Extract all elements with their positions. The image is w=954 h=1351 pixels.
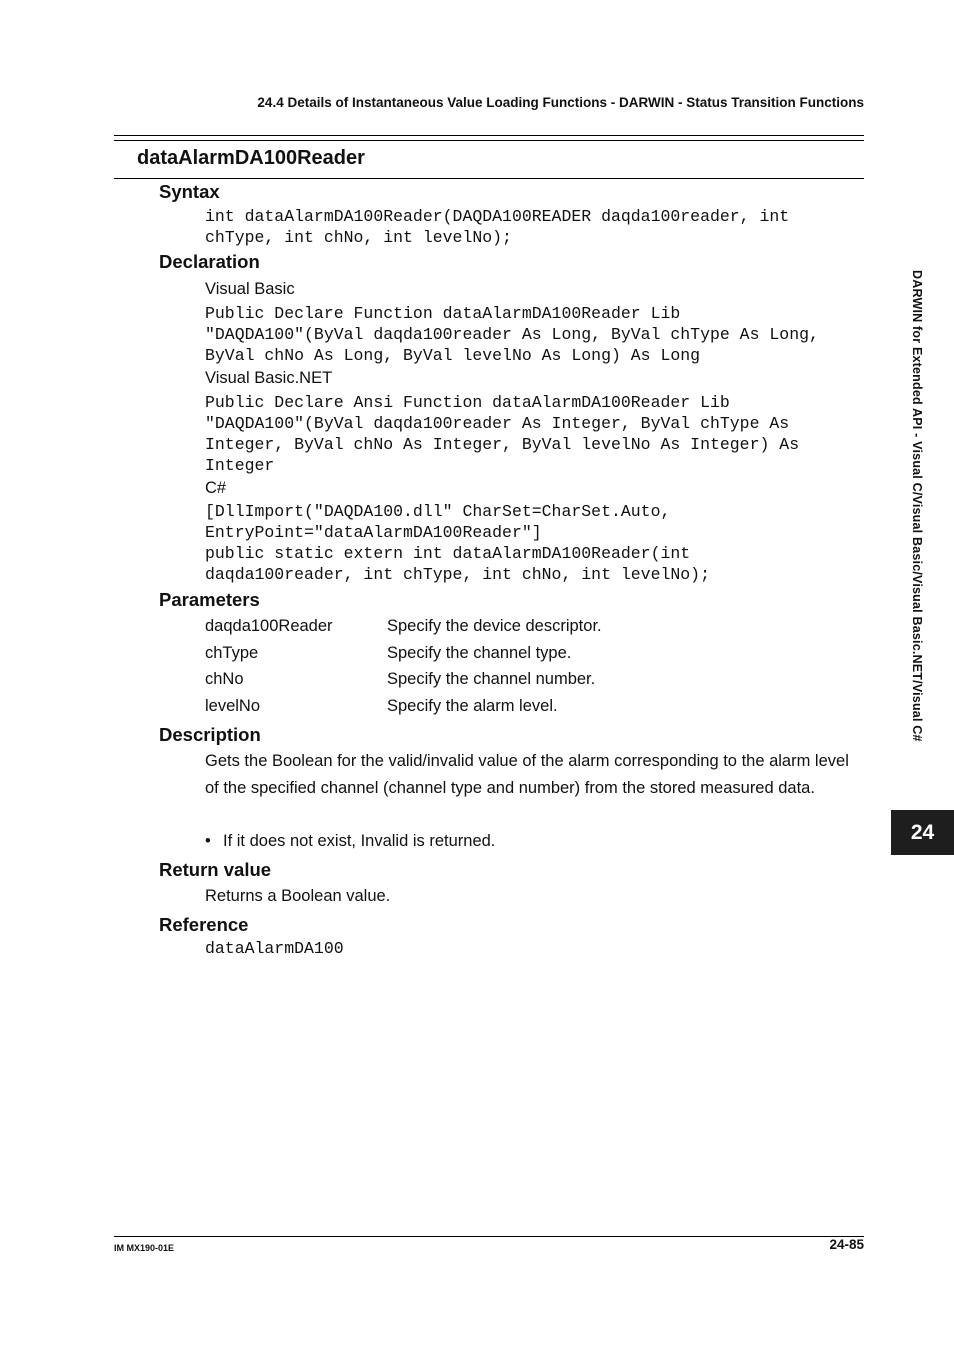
header-rule-top <box>114 135 864 136</box>
syntax-code: int dataAlarmDA100Reader(DAQDA100READER daqda100reader, int chType, int chNo, int levelNo); <box>205 207 790 247</box>
vb-label: Visual Basic <box>205 280 295 298</box>
csharp-label: C# <box>205 479 227 497</box>
param-name: levelNo <box>205 697 261 715</box>
page-number: 24-85 <box>829 1237 864 1252</box>
reference-heading: Reference <box>159 914 249 935</box>
bullet-text: If it does not exist, Invalid is returned. <box>223 832 496 850</box>
description-bullet <box>205 832 495 851</box>
return-value-heading: Return value <box>159 859 272 880</box>
param-name: daqda100Reader <box>205 617 333 635</box>
vb-code: Public Declare Function dataAlarmDA100Reader Lib "DAQDA100"(ByVal daqda100reader As Long, ByVal chType As Long, ByVal chNo As Long, ByVal levelNo As Long) As Long <box>205 304 819 365</box>
vbnet-code: Public Declare Ansi Function dataAlarmDA100Reader Lib "DAQDA100"(ByVal daqda100reader As Integer, ByVal chType As Integer, ByVal chNo As Integer, ByVal levelNo As Integer) As Integer <box>205 393 800 475</box>
param-desc: Specify the channel number. <box>387 670 596 688</box>
return-value-text: Returns a Boolean value. <box>205 887 391 905</box>
chapter-side-title: DARWIN for Extended API - Visual C/Visual Basic/Visual Basic.NET/Visual C# <box>910 270 924 742</box>
param-desc: Specify the alarm level. <box>387 697 558 715</box>
running-header: 24.4 Details of Instantaneous Value Loading Functions - DARWIN - Status Transition Functions <box>257 95 864 110</box>
header-rule-bottom <box>114 140 864 141</box>
bullet-icon: • <box>205 832 211 850</box>
param-desc: Specify the channel type. <box>387 644 572 662</box>
footer-doc-id: IM MX190-01E <box>114 1243 175 1253</box>
function-title: dataAlarmDA100Reader <box>137 147 365 169</box>
parameters-heading: Parameters <box>159 589 260 610</box>
param-name: chNo <box>205 670 244 688</box>
param-name: chType <box>205 644 259 662</box>
csharp-code: [DllImport("DAQDA100.dll" CharSet=CharSet.Auto, EntryPoint="dataAlarmDA100Reader"] public static extern int dataAlarmDA100Reader(int daqda100reader, int chType, int chNo, int levelNo); <box>205 502 710 584</box>
syntax-heading: Syntax <box>159 181 220 202</box>
footer-rule <box>114 1236 864 1237</box>
title-underline <box>114 178 864 179</box>
declaration-heading: Declaration <box>159 251 260 272</box>
chapter-tab: 24 <box>891 810 954 855</box>
description-heading: Description <box>159 724 261 745</box>
description-text: Gets the Boolean for the valid/invalid value of the alarm corresponding to the alarm level of the specified channel (channel type and number) from the stored measured data. <box>205 752 849 797</box>
vbnet-label: Visual Basic.NET <box>205 369 333 387</box>
param-desc: Specify the device descriptor. <box>387 617 602 635</box>
reference-code: dataAlarmDA100 <box>205 939 344 958</box>
